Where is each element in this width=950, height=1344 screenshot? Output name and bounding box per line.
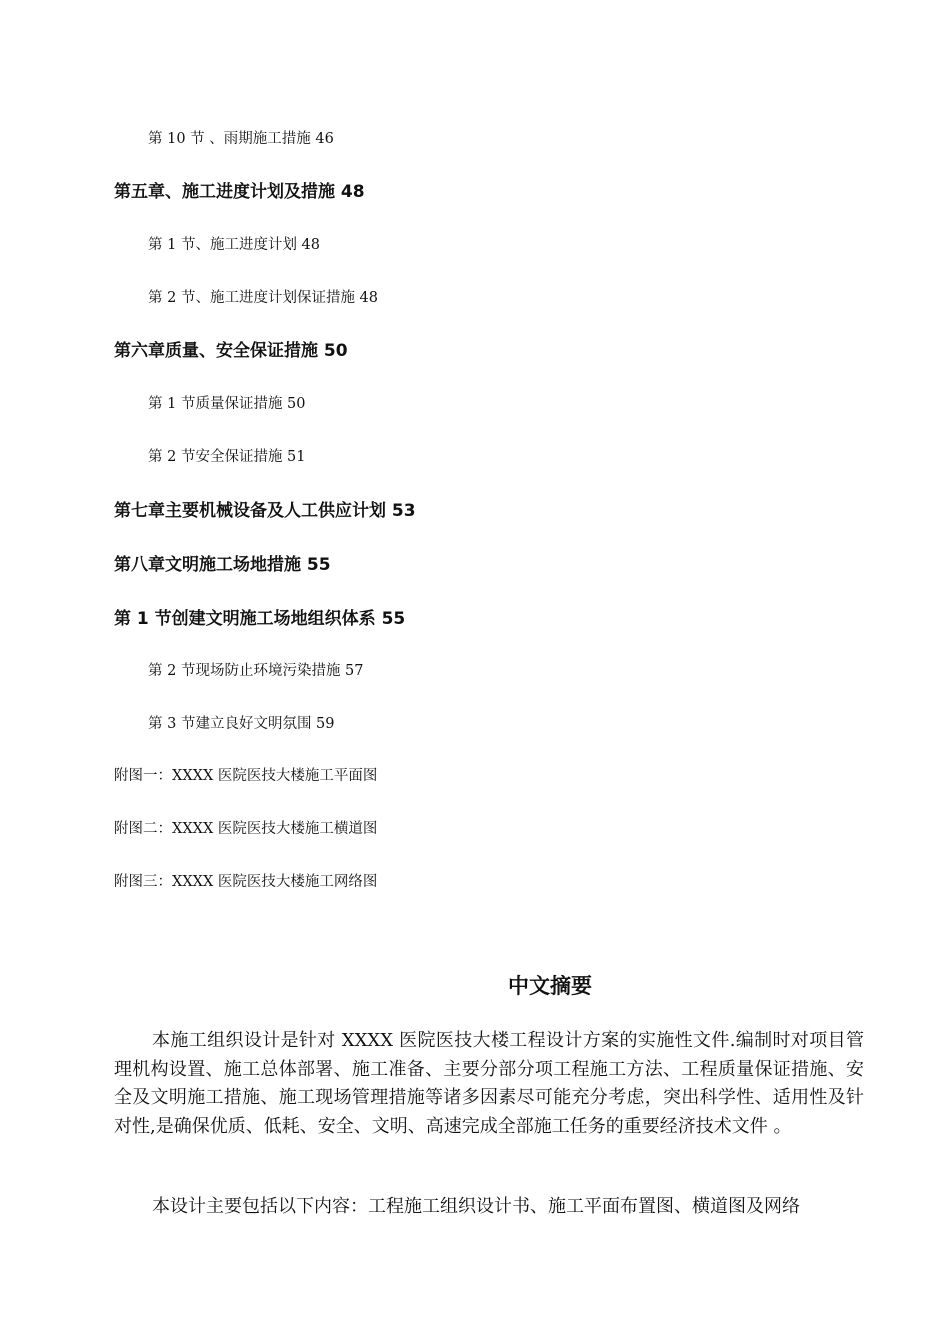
toc-entry-appendix: 附图一：XXXX 医院医技大楼施工平面图 — [114, 768, 378, 784]
abstract-title: 中文摘要 — [508, 974, 592, 998]
toc-entry-section: 第 2 节安全保证措施 51 — [148, 449, 306, 465]
toc-entry-chapter: 第六章质量、安全保证措施 50 — [114, 341, 348, 361]
toc-entry-chapter: 第 1 节创建文明施工场地组织体系 55 — [114, 609, 406, 629]
abstract-paragraph: 本设计主要包括以下内容：工程施工组织设计书、施工平面布置图、横道图及网络 — [152, 1196, 800, 1217]
toc-entry-section: 第 1 节质量保证措施 50 — [148, 396, 306, 412]
toc-entry-chapter: 第七章主要机械设备及人工供应计划 53 — [114, 501, 416, 521]
toc-entry-section: 第 2 节、施工进度计划保证措施 48 — [148, 290, 379, 306]
toc-entry-section: 第 1 节、施工进度计划 48 — [148, 237, 321, 253]
toc-entry-chapter: 第五章、施工进度计划及措施 48 — [114, 182, 365, 202]
toc-entry-section: 第 10 节 、雨期施工措施 46 — [148, 131, 334, 147]
toc-entry-appendix: 附图三：XXXX 医院医技大楼施工网络图 — [114, 874, 378, 890]
toc-entry-section: 第 2 节现场防止环境污染措施 57 — [148, 663, 364, 679]
toc-entry-section: 第 3 节建立良好文明氛围 59 — [148, 716, 335, 732]
toc-entry-chapter: 第八章文明施工场地措施 55 — [114, 555, 331, 575]
toc-entry-appendix: 附图二：XXXX 医院医技大楼施工横道图 — [114, 821, 378, 837]
abstract-paragraph: 本施工组织设计是针对 XXXX 医院医技大楼工程设计方案的实施性文件.编制时对项目管理机构设置、施工总体部署、施工准备、主要分部分项工程施工方法、工程质量保证措施、安全及文明施工措施、施工现场管理措施等诸多因素尽可能充分考虑，突出科学性、适用性及针对性,是确保优质、低耗、安全、文明、高速完成全部施工任务的重要经济技术文件 。 — [114, 1030, 864, 1137]
